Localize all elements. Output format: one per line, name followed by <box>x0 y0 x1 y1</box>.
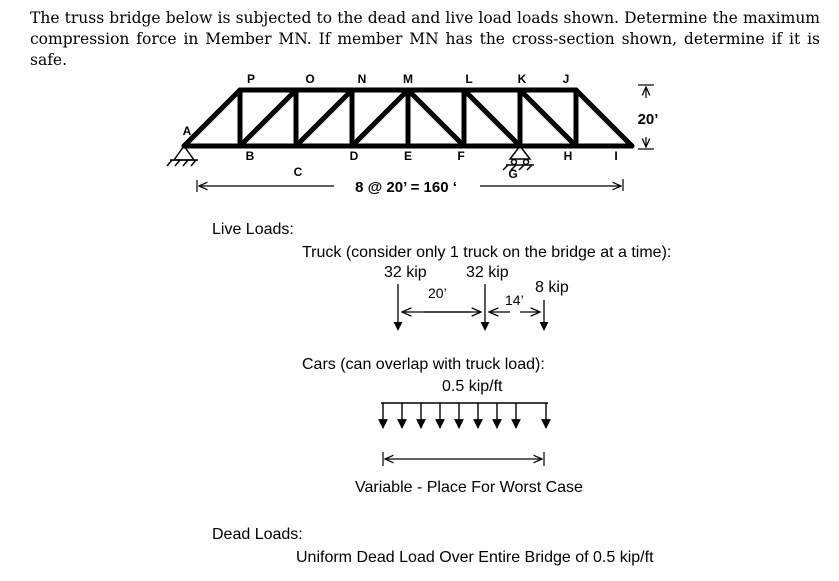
node-label-top: K <box>517 72 527 86</box>
distributed-load-arrows <box>381 403 548 428</box>
diagonal-member <box>464 90 520 146</box>
end-post-left <box>184 90 240 146</box>
live-loads-heading: Live Loads: <box>212 221 294 238</box>
node-label-top: P <box>246 72 256 86</box>
diagonal-member <box>520 90 576 146</box>
node-label-bottom: I <box>614 149 618 163</box>
axle-load-label: 32 kip <box>466 264 509 281</box>
node-label-bottom: C <box>293 165 303 179</box>
cars-note: Variable - Place For Worst Case <box>355 479 583 496</box>
diagonal-member <box>408 90 464 146</box>
node-label-top: O <box>305 72 315 86</box>
node-label-top: N <box>357 72 367 86</box>
cars-heading: Cars (can overlap with truck load): <box>302 356 545 373</box>
axle-spacing-label: 20’ <box>428 285 447 301</box>
problem-statement: The truss bridge below is subjected to the dead and live load loads shown. Determine the maximum compression force in Member MN. If member MN has the cross-section shown, determine if it is safe. <box>30 9 820 69</box>
axle-load-label: 32 kip <box>384 264 427 281</box>
variable-length-dimension <box>383 452 544 466</box>
diagonal-member <box>240 90 296 146</box>
cars-load-label: 0.5 kip/ft <box>442 378 503 395</box>
node-label-bottom: F <box>457 149 465 163</box>
end-post-right <box>576 90 632 146</box>
dead-loads-heading: Dead Loads: <box>212 526 303 543</box>
axle-load-label: 8 kip <box>535 279 569 296</box>
diagonal-member <box>352 90 408 146</box>
truck-heading: Truck (consider only 1 truck on the bridge at a time): <box>302 244 672 261</box>
axle-spacing-label: 14’ <box>505 292 524 308</box>
node-label-bottom: H <box>563 149 573 163</box>
dead-load-text: Uniform Dead Load Over Entire Bridge of 0.5 kip/ft <box>296 549 654 566</box>
diagonal-member <box>296 90 352 146</box>
node-label-bottom: D <box>349 149 359 163</box>
node-label-top: L <box>465 72 473 86</box>
node-label-bottom: E <box>403 149 413 163</box>
node-label-top: J <box>562 72 570 86</box>
pin-support <box>167 146 198 166</box>
node-label-bottom: A <box>182 124 192 138</box>
node-label-bottom: B <box>245 149 255 163</box>
truss-diagram <box>184 90 632 146</box>
node-label-bottom: G <box>508 167 518 181</box>
span-label: 8 @ 20’ = 160 ‘ <box>355 179 457 196</box>
height-label: 20’ <box>637 111 659 128</box>
node-label-top: M <box>403 72 413 86</box>
